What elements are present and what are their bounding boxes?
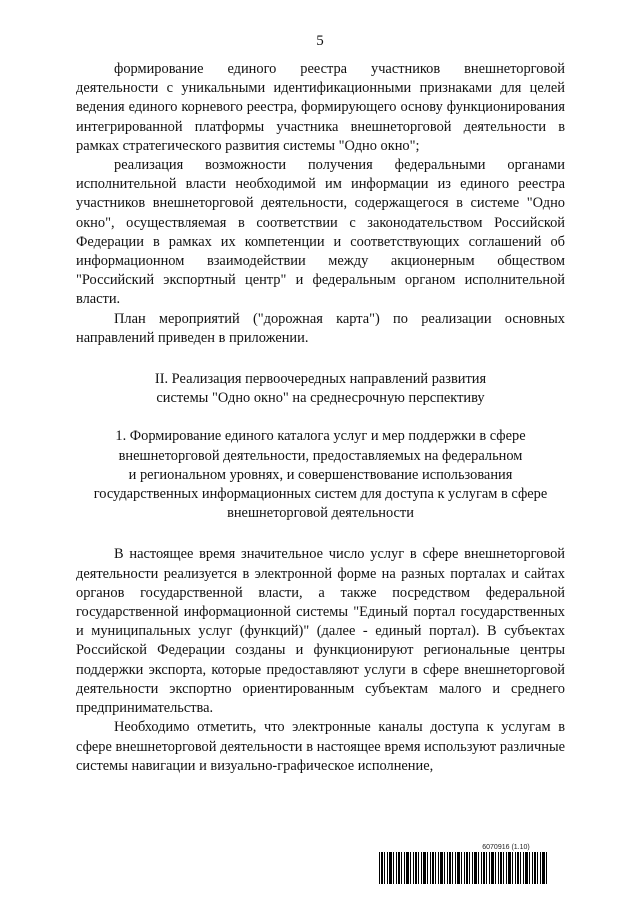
page-number: 5: [316, 33, 324, 49]
subsection-heading-line: внешнеторговой деятельности: [227, 505, 414, 522]
paragraph: План мероприятий ("дорожная карта") по реализации основных направлений приведен в приложении.: [76, 310, 565, 346]
subsection-heading: [76, 427, 565, 523]
barcode-icon: [379, 852, 549, 884]
section-heading: [76, 370, 565, 408]
section-heading-line: II. Реализация первоочередных направлений развития: [154, 371, 487, 388]
paragraph: реализация возможности получения федеральными органами исполнительной власти необходимой им информации из единого реестра участников внешнеторговой деятельности, содержащегося в системе "Одно окно", осуществляемая в соответствии с законодательством Российской Федерации в рамках их компетенции и соответствующих соглашений об информационном взаимодействии между акционерным обществом "Российский экспортный центр" и федеральным органом исполнительной власти.: [76, 157, 565, 308]
section-heading-line: системы "Одно окно" на среднесрочную перспективу: [156, 390, 485, 407]
paragraph: Необходимо отметить, что электронные каналы доступа к услугам в сфере внешнеторговой деятельности в настоящее время используют различные системы навигации и визуально-графическое исполнение,: [76, 719, 565, 774]
paragraph: В настоящее время значительное число услуг в сфере внешнеторговой деятельности реализуется в электронной форме на разных порталах и сайтах органов государственной власти, а также посредством федеральной государственной информационной системы "Единый портал государственных и муниципальных услуг (функций)" (далее - единый портал). В субъектах Российской Федерации созданы и функционируют региональные центры поддержки экспорта, которые предоставляют услуги в сфере внешнеторговой деятельности экспортно ориентированным субъектам малого и среднего предпринимательства.: [76, 546, 565, 717]
subsection-heading-line: 1. Формирование единого каталога услуг и мер поддержки в сфере: [115, 428, 526, 445]
paragraph: формирование единого реестра участников внешнеторговой деятельности с уникальными идентификационными признаками для целей ведения единого корневого реестра, формирующего основу функционирования интегрированной платформы участника внешнеторговой деятельности в рамках стратегического развития системы "Одно окно";: [76, 61, 565, 154]
subsection-heading-line: государственных информационных систем для доступа к услугам в сфере: [93, 486, 548, 503]
barcode-code: 6070916 (1.10): [482, 844, 530, 851]
subsection-heading-line: и региональном уровнях, и совершенствование использования: [128, 466, 513, 483]
subsection-heading-line: внешнеторговой деятельности, предоставляемых на федеральном: [118, 447, 523, 464]
document-body: [76, 60, 565, 776]
